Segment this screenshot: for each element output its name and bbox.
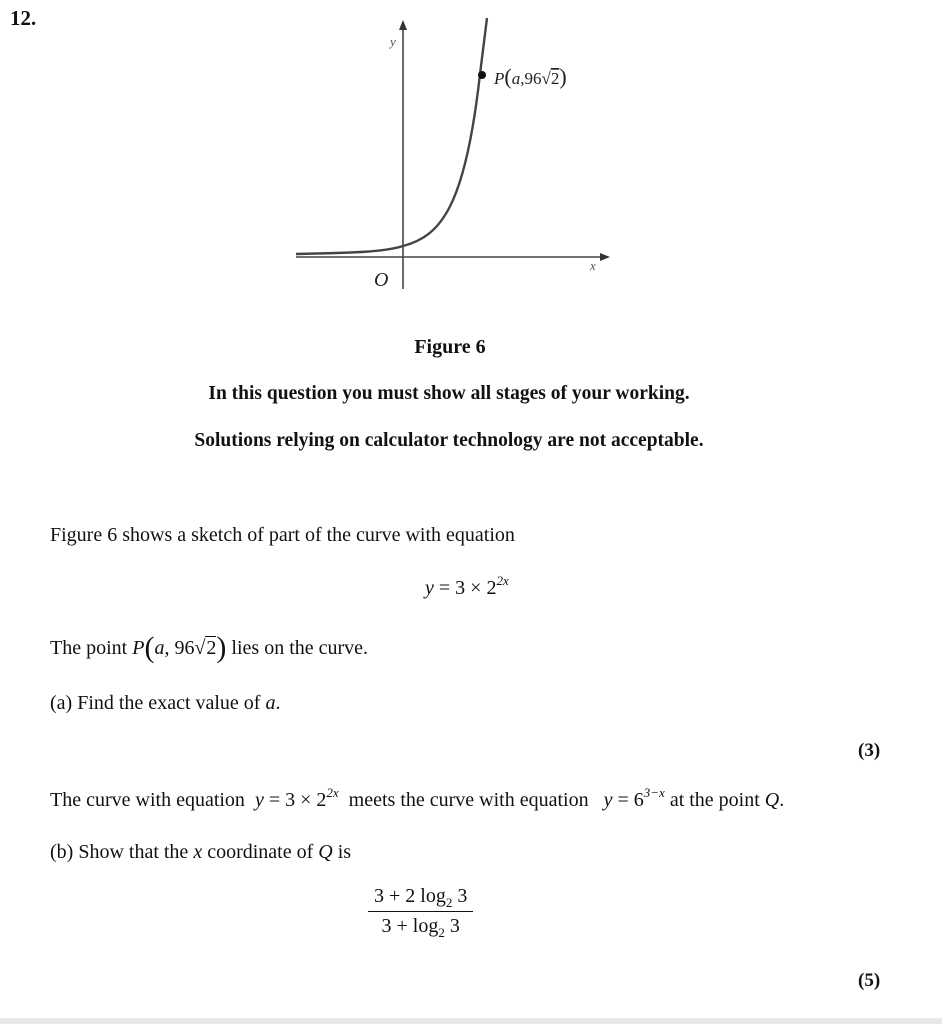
equation-rhs: = 3 × 2 (433, 577, 497, 599)
point-p-marker (478, 71, 486, 79)
part-b-marks: (5) (858, 970, 881, 991)
intersection-eq1: = 3 × 2 (263, 789, 327, 811)
fraction-numerator: 3 + 2 $\log_2 3$ (368, 885, 473, 912)
intersection-exp1: 2x (326, 785, 339, 800)
equation-exponent: 2x (496, 573, 509, 588)
intersection-t1: The curve with equation (50, 789, 245, 811)
intersection-q: Q (764, 789, 780, 811)
part-b-text: (b) Show that the (50, 841, 189, 863)
part-a-end: . (275, 692, 281, 714)
intersection-eq2: = 6 (612, 789, 644, 811)
part-a-text: (a) Find the exact value of (50, 692, 261, 714)
intro-text: Figure 6 shows a sketch of part of the curve with equation (50, 524, 515, 546)
point-statement-suffix: lies on the curve. (231, 637, 369, 659)
point-statement-p: P (132, 637, 145, 659)
point-statement-prefix: The point (50, 637, 128, 659)
part-b-q: Q (318, 841, 333, 863)
intersection-t3: at the point (669, 789, 760, 811)
part-b-end: is (337, 841, 352, 863)
part-b-question (50, 841, 351, 864)
instruction-no-calculator: Solutions relying on calculator technology are not acceptable. (194, 430, 704, 451)
part-b-x: x (193, 841, 203, 863)
intersection-y2: y (603, 789, 613, 811)
part-b-mid: coordinate of (207, 841, 314, 863)
origin-label: O (374, 269, 389, 291)
y-axis-label: y (390, 34, 396, 49)
sqrt-sign: √ (194, 637, 206, 659)
x-axis-label: x (590, 258, 596, 273)
open-paren: ( (144, 631, 155, 664)
sqrt-radicand: 2 (206, 637, 217, 659)
fraction-denominator: $3 + \log_2 3$ (381, 915, 460, 940)
part-a-var: a (265, 692, 276, 714)
curve-equation (425, 573, 509, 600)
intersection-end: . (779, 789, 785, 811)
part-a-marks: (3) (858, 740, 881, 761)
figure-caption: Figure 6 (414, 336, 486, 358)
point-statement-a: a (154, 637, 165, 659)
figure-6-graph (280, 14, 620, 304)
close-paren: ) (216, 631, 227, 664)
point-statement (50, 628, 368, 662)
point-p-label: P(a,96√2) (494, 64, 567, 89)
intersection-t2: meets the curve with equation (348, 789, 589, 811)
point-statement-coef: , 96 (164, 637, 195, 659)
question-number: 12. (10, 6, 37, 30)
exponential-curve (296, 18, 487, 254)
part-a-question (50, 692, 280, 715)
instruction-show-working: In this question you must show all stages of your working. (208, 383, 690, 404)
intersection-exp2: 3−x (643, 785, 665, 800)
intersection-statement (50, 785, 785, 812)
page-bottom-border (0, 1018, 942, 1024)
intersection-y1: y (254, 789, 264, 811)
coordinate-fraction (368, 885, 473, 938)
equation-lhs: y (425, 577, 434, 599)
